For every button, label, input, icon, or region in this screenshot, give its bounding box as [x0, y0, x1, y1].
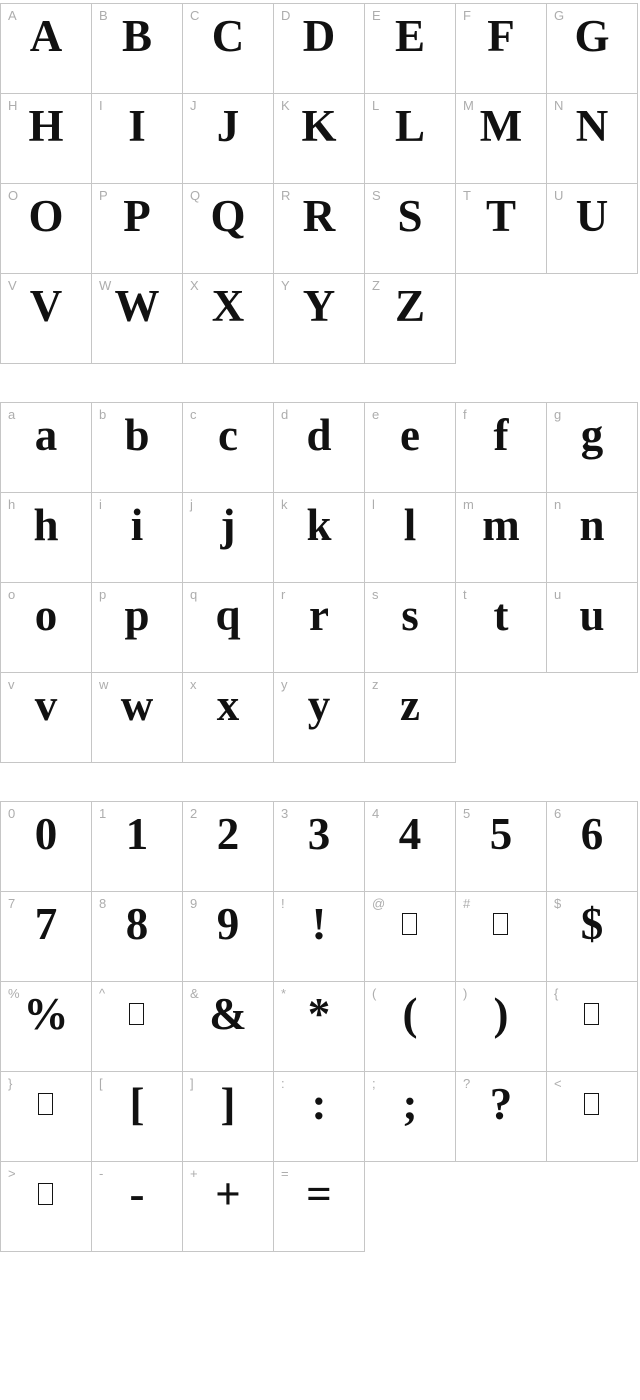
- glyph-cell: [182, 93, 274, 184]
- glyph-cell: [546, 981, 638, 1072]
- glyph-cell: [182, 3, 274, 94]
- cell-glyph: +: [215, 1169, 241, 1219]
- cell-label: 8: [99, 896, 107, 911]
- glyph-cell: [0, 402, 92, 493]
- glyph-row: [0, 183, 640, 274]
- cell-label: F: [463, 8, 471, 23]
- cell-label: <: [554, 1076, 562, 1091]
- cell-label: G: [554, 8, 565, 23]
- cell-label: @: [372, 896, 386, 911]
- cell-label: W: [99, 278, 112, 293]
- cell-label: w: [99, 677, 109, 692]
- cell-label: h: [8, 497, 16, 512]
- cell-label: Y: [281, 278, 290, 293]
- glyph-cell: [0, 801, 92, 892]
- cell-glyph: T: [485, 191, 516, 241]
- cell-label: ?: [463, 1076, 471, 1091]
- cell-label: g: [554, 407, 562, 422]
- missing-glyph-box: [129, 1003, 144, 1025]
- glyph-cell: [364, 891, 456, 982]
- glyph-cell: [91, 273, 183, 364]
- cell-glyph: e: [400, 410, 420, 460]
- cell-glyph: F: [487, 11, 515, 61]
- cell-label: N: [554, 98, 564, 113]
- glyph-cell: [364, 801, 456, 892]
- glyph-cell: [0, 93, 92, 184]
- cell-label: p: [99, 587, 107, 602]
- glyph-cell: [546, 3, 638, 94]
- cell-label: n: [554, 497, 562, 512]
- glyph-cell: [546, 402, 638, 493]
- glyph-row: [0, 801, 640, 892]
- cell-glyph: y: [307, 680, 331, 730]
- cell-label: M: [463, 98, 474, 113]
- cell-label: Q: [190, 188, 201, 203]
- cell-glyph: A: [29, 11, 63, 61]
- cell-label: 1: [99, 806, 107, 821]
- glyph-cell: [546, 93, 638, 184]
- glyph-cell: [91, 492, 183, 583]
- cell-glyph: =: [306, 1169, 332, 1219]
- glyph-cell: [91, 981, 183, 1072]
- cell-glyph: W: [114, 281, 160, 331]
- cell-glyph: J: [216, 101, 240, 151]
- cell-glyph: t: [493, 590, 509, 640]
- glyph-cell: [0, 582, 92, 673]
- cell-label: Z: [372, 278, 380, 293]
- cell-glyph: h: [33, 500, 59, 550]
- cell-glyph: $: [580, 899, 604, 949]
- cell-glyph: f: [493, 410, 509, 460]
- cell-label: l: [372, 497, 375, 512]
- cell-glyph: 9: [216, 899, 240, 949]
- cell-glyph: s: [401, 590, 419, 640]
- cell-label: K: [281, 98, 290, 113]
- glyph-cell: [273, 981, 365, 1072]
- cell-glyph: ?: [489, 1079, 513, 1129]
- cell-glyph: g: [580, 410, 604, 460]
- cell-glyph: 8: [125, 899, 149, 949]
- glyph-cell: [91, 891, 183, 982]
- glyph-row: [0, 1071, 640, 1162]
- glyph-cell: [273, 801, 365, 892]
- cell-label: I: [99, 98, 103, 113]
- cell-label: X: [190, 278, 199, 293]
- cell-label: -: [99, 1166, 104, 1181]
- glyph-cell: [182, 801, 274, 892]
- cell-glyph: R: [302, 191, 336, 241]
- cell-glyph: V: [29, 281, 63, 331]
- glyph-cell: [182, 273, 274, 364]
- glyph-row: [0, 492, 640, 583]
- glyph-cell: [91, 402, 183, 493]
- glyph-cell: [91, 801, 183, 892]
- cell-label: R: [281, 188, 291, 203]
- glyph-cell: [273, 1071, 365, 1162]
- cell-label: s: [372, 587, 379, 602]
- cell-glyph: 2: [216, 809, 240, 859]
- glyph-row: [0, 402, 640, 493]
- cell-glyph: Q: [210, 191, 246, 241]
- glyph-row: [0, 981, 640, 1072]
- cell-glyph: r: [309, 590, 329, 640]
- cell-label: b: [99, 407, 107, 422]
- cell-label: %: [8, 986, 20, 1001]
- cell-label: 0: [8, 806, 16, 821]
- glyph-cell: [91, 93, 183, 184]
- glyph-cell: [0, 1071, 92, 1162]
- cell-glyph: D: [302, 11, 336, 61]
- cell-label: y: [281, 677, 288, 692]
- cell-label: c: [190, 407, 197, 422]
- glyph-cell: [273, 492, 365, 583]
- cell-glyph: 4: [398, 809, 422, 859]
- glyph-cell: [364, 402, 456, 493]
- glyph-cell: [0, 891, 92, 982]
- cell-label: 2: [190, 806, 198, 821]
- glyph-row: [0, 93, 640, 184]
- cell-label: L: [372, 98, 380, 113]
- cell-label: f: [463, 407, 467, 422]
- glyph-cell: [546, 492, 638, 583]
- cell-glyph: p: [124, 590, 150, 640]
- cell-label: V: [8, 278, 17, 293]
- missing-glyph-box: [38, 1093, 53, 1115]
- cell-label: ;: [372, 1076, 376, 1091]
- cell-glyph: I: [128, 101, 146, 151]
- glyph-cell: [455, 582, 547, 673]
- glyph-cell: [182, 183, 274, 274]
- cell-label: J: [190, 98, 197, 113]
- cell-glyph: x: [216, 680, 240, 730]
- glyph-cell: [364, 672, 456, 763]
- cell-glyph: H: [28, 101, 64, 151]
- glyph-cell: [0, 183, 92, 274]
- cell-glyph: K: [301, 101, 337, 151]
- glyph-cell: [273, 1161, 365, 1252]
- cell-glyph: d: [306, 410, 332, 460]
- glyph-row: [0, 3, 640, 94]
- cell-glyph: w: [120, 680, 154, 730]
- missing-glyph-box: [493, 913, 508, 935]
- glyph-cell: [273, 3, 365, 94]
- cell-glyph: m: [482, 500, 520, 550]
- glyph-cell: [182, 672, 274, 763]
- glyph-cell: [273, 891, 365, 982]
- cell-label: o: [8, 587, 16, 602]
- cell-label: #: [463, 896, 471, 911]
- glyph-cell: [455, 891, 547, 982]
- cell-glyph: %: [23, 989, 69, 1039]
- cell-label: (: [372, 986, 377, 1001]
- glyph-row: [0, 582, 640, 673]
- cell-label: 7: [8, 896, 16, 911]
- glyph-cell: [364, 3, 456, 94]
- glyph-cell: [0, 981, 92, 1072]
- cell-label: O: [8, 188, 19, 203]
- cell-label: [: [99, 1076, 103, 1091]
- glyph-cell: [455, 93, 547, 184]
- cell-label: &: [190, 986, 199, 1001]
- cell-glyph: [: [129, 1079, 145, 1129]
- cell-label: 3: [281, 806, 289, 821]
- cell-label: ): [463, 986, 468, 1001]
- cell-label: 5: [463, 806, 471, 821]
- glyph-grid-numerals-symbols: [0, 801, 640, 1252]
- cell-glyph: :: [311, 1079, 327, 1129]
- glyph-cell: [273, 582, 365, 673]
- glyph-cell: [182, 402, 274, 493]
- cell-label: u: [554, 587, 562, 602]
- cell-glyph: a: [34, 410, 58, 460]
- cell-glyph: q: [215, 590, 241, 640]
- glyph-row: [0, 1161, 640, 1252]
- cell-label: {: [554, 986, 559, 1001]
- cell-glyph: l: [403, 500, 417, 550]
- glyph-cell: [182, 891, 274, 982]
- cell-glyph: 0: [34, 809, 58, 859]
- cell-label: !: [281, 896, 285, 911]
- glyph-cell: [91, 1161, 183, 1252]
- cell-glyph: k: [306, 500, 332, 550]
- glyph-cell: [455, 402, 547, 493]
- glyph-cell: [0, 672, 92, 763]
- cell-label: E: [372, 8, 381, 23]
- cell-label: 9: [190, 896, 198, 911]
- cell-label: q: [190, 587, 198, 602]
- cell-glyph: *: [307, 989, 331, 1039]
- cell-label: 6: [554, 806, 562, 821]
- cell-glyph: 5: [489, 809, 513, 859]
- cell-label: *: [281, 986, 287, 1001]
- glyph-cell: [91, 1071, 183, 1162]
- cell-label: :: [281, 1076, 285, 1091]
- missing-glyph-box: [402, 913, 417, 935]
- cell-glyph: c: [218, 410, 238, 460]
- missing-glyph-box: [584, 1003, 599, 1025]
- cell-label: P: [99, 188, 108, 203]
- glyph-cell: [364, 492, 456, 583]
- glyph-cell: [364, 273, 456, 364]
- cell-label: H: [8, 98, 18, 113]
- cell-glyph: 6: [580, 809, 604, 859]
- cell-label: v: [8, 677, 15, 692]
- cell-label: t: [463, 587, 467, 602]
- glyph-grid-uppercase: [0, 3, 640, 364]
- glyph-grid-lowercase: [0, 402, 640, 763]
- cell-label: i: [99, 497, 102, 512]
- cell-label: r: [281, 587, 286, 602]
- cell-label: a: [8, 407, 16, 422]
- cell-glyph: 7: [34, 899, 58, 949]
- glyph-cell: [182, 1161, 274, 1252]
- glyph-row: [0, 273, 640, 364]
- cell-label: =: [281, 1166, 289, 1181]
- cell-glyph: C: [211, 11, 245, 61]
- cell-label: D: [281, 8, 291, 23]
- glyph-cell: [364, 582, 456, 673]
- cell-glyph: !: [311, 899, 327, 949]
- glyph-cell: [273, 183, 365, 274]
- cell-label: +: [190, 1166, 198, 1181]
- glyph-cell: [182, 582, 274, 673]
- cell-label: S: [372, 188, 381, 203]
- cell-label: $: [554, 896, 562, 911]
- glyph-cell: [364, 93, 456, 184]
- glyph-cell: [91, 3, 183, 94]
- cell-glyph: v: [34, 680, 58, 730]
- glyph-cell: [0, 492, 92, 583]
- cell-label: T: [463, 188, 471, 203]
- glyph-cell: [364, 981, 456, 1072]
- glyph-cell: [455, 981, 547, 1072]
- glyph-cell: [455, 492, 547, 583]
- glyph-cell: [546, 891, 638, 982]
- cell-glyph: o: [34, 590, 58, 640]
- glyph-cell: [364, 1071, 456, 1162]
- cell-label: }: [8, 1076, 13, 1091]
- glyph-cell: [0, 3, 92, 94]
- cell-glyph: U: [575, 191, 609, 241]
- cell-glyph: 3: [307, 809, 331, 859]
- glyph-cell: [546, 582, 638, 673]
- glyph-cell: [0, 1161, 92, 1252]
- cell-label: 4: [372, 806, 380, 821]
- cell-label: z: [372, 677, 379, 692]
- glyph-cell: [455, 801, 547, 892]
- missing-glyph-box: [584, 1093, 599, 1115]
- cell-glyph: -: [129, 1169, 145, 1219]
- cell-glyph: X: [211, 281, 245, 331]
- cell-glyph: ;: [402, 1079, 418, 1129]
- glyph-cell: [455, 3, 547, 94]
- cell-label: ^: [99, 986, 106, 1001]
- cell-glyph: (: [402, 989, 418, 1039]
- cell-glyph: G: [574, 11, 610, 61]
- glyph-cell: [273, 273, 365, 364]
- cell-glyph: ]: [220, 1079, 236, 1129]
- cell-glyph: L: [394, 101, 425, 151]
- cell-glyph: i: [130, 500, 144, 550]
- glyph-cell: [546, 1071, 638, 1162]
- cell-label: d: [281, 407, 289, 422]
- glyph-cell: [182, 1071, 274, 1162]
- cell-glyph: S: [397, 191, 423, 241]
- glyph-cell: [91, 183, 183, 274]
- cell-glyph: Z: [394, 281, 425, 331]
- glyph-row: [0, 672, 640, 763]
- cell-glyph: Y: [302, 281, 336, 331]
- cell-glyph: N: [575, 101, 609, 151]
- glyph-cell: [546, 183, 638, 274]
- glyph-cell: [182, 981, 274, 1072]
- glyph-cell: [91, 672, 183, 763]
- glyph-cell: [91, 582, 183, 673]
- cell-glyph: n: [579, 500, 605, 550]
- missing-glyph-box: [38, 1183, 53, 1205]
- glyph-cell: [546, 801, 638, 892]
- cell-glyph: j: [220, 500, 236, 550]
- cell-glyph: 1: [125, 809, 149, 859]
- glyph-row: [0, 891, 640, 982]
- cell-label: j: [190, 497, 193, 512]
- cell-glyph: B: [121, 11, 152, 61]
- cell-label: >: [8, 1166, 16, 1181]
- glyph-cell: [273, 93, 365, 184]
- glyph-cell: [182, 492, 274, 583]
- cell-label: ]: [190, 1076, 194, 1091]
- glyph-cell: [455, 1071, 547, 1162]
- cell-label: x: [190, 677, 197, 692]
- cell-glyph: &: [209, 989, 247, 1039]
- glyph-cell: [364, 183, 456, 274]
- cell-label: m: [463, 497, 474, 512]
- cell-glyph: M: [479, 101, 523, 151]
- cell-glyph: P: [123, 191, 151, 241]
- cell-label: e: [372, 407, 380, 422]
- cell-label: B: [99, 8, 108, 23]
- cell-label: U: [554, 188, 564, 203]
- glyph-cell: [273, 402, 365, 493]
- cell-glyph: z: [400, 680, 420, 730]
- glyph-cell: [273, 672, 365, 763]
- cell-label: k: [281, 497, 288, 512]
- cell-label: C: [190, 8, 200, 23]
- cell-glyph: ): [493, 989, 509, 1039]
- glyph-cell: [455, 183, 547, 274]
- cell-glyph: u: [579, 590, 605, 640]
- glyph-cell: [0, 273, 92, 364]
- cell-glyph: E: [394, 11, 425, 61]
- cell-glyph: b: [124, 410, 150, 460]
- cell-label: A: [8, 8, 17, 23]
- cell-glyph: O: [28, 191, 64, 241]
